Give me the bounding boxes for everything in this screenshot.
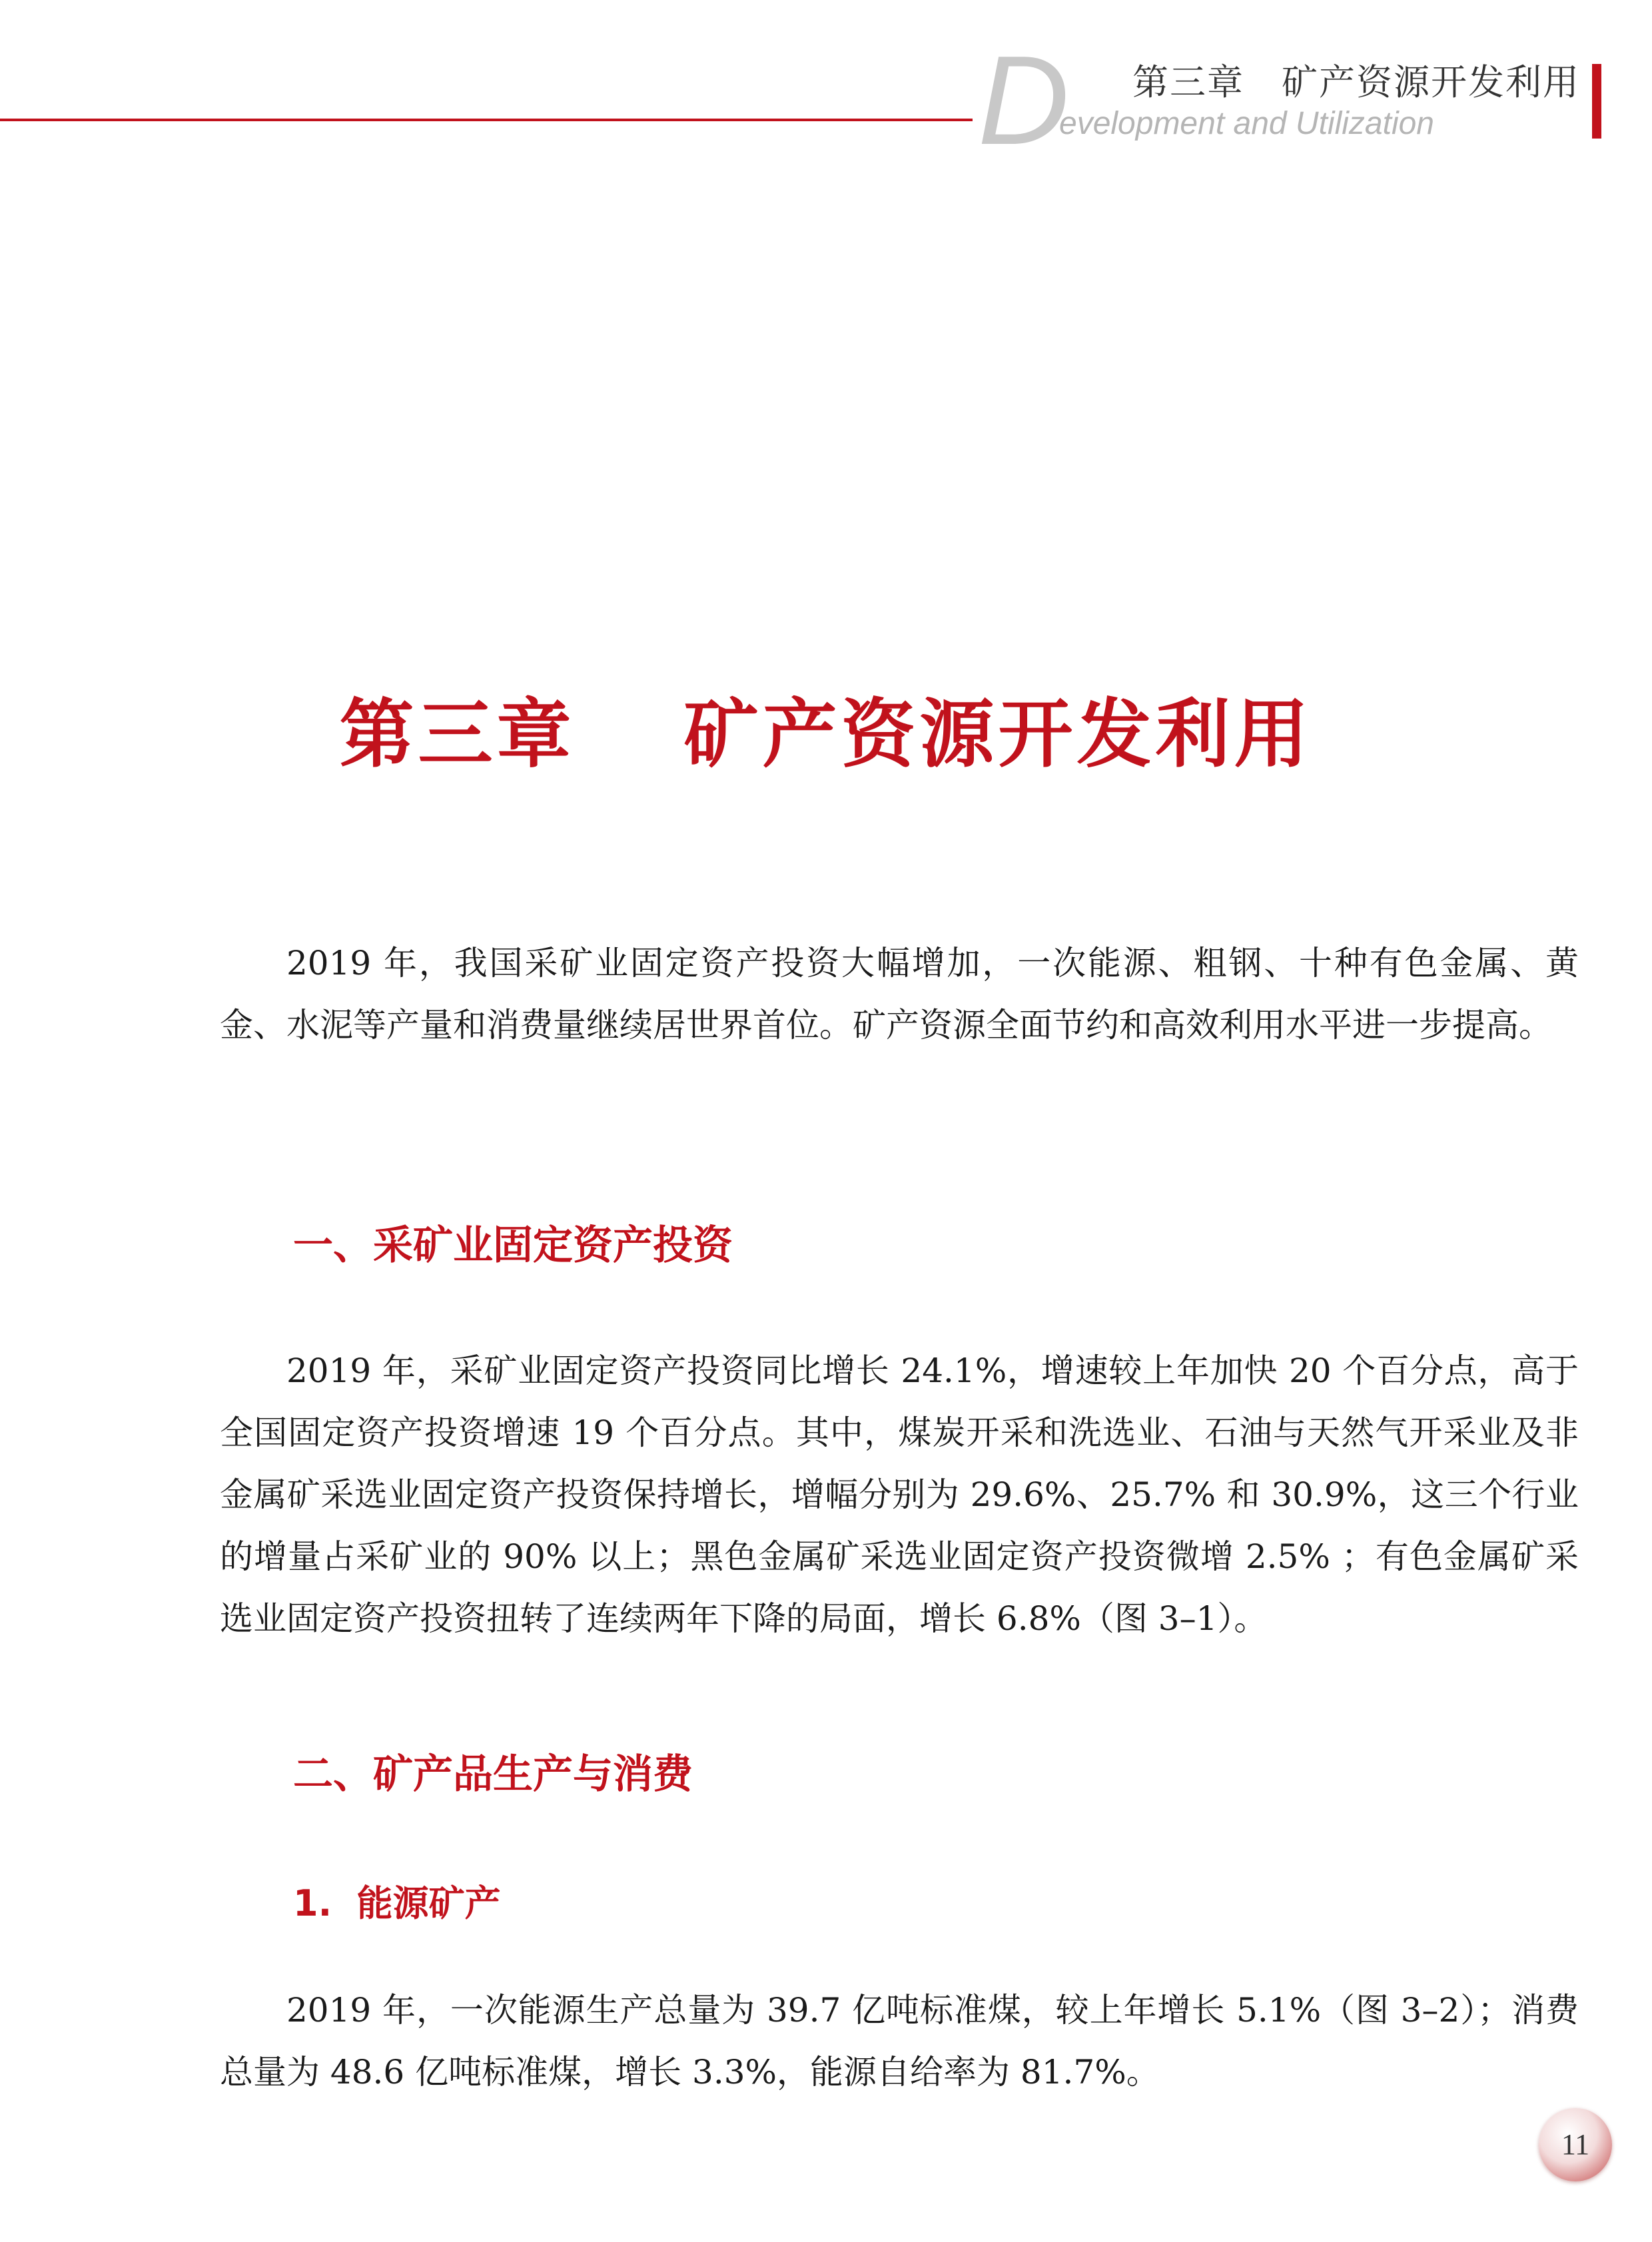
energy-paragraph: 2019 年，一次能源生产总量为 39.7 亿吨标准煤，较上年增长 5.1%（图 3–2）；消费总量为 48.6 亿吨标准煤，增长 3.3%，能源自给率为 81.7%。	[220, 1991, 1579, 2091]
header-accent-bar	[1592, 64, 1601, 139]
chapter-title: 第三章 矿产资源开发利用	[339, 691, 1313, 779]
subsection-heading-energy-minerals: 1. 能源矿产	[293, 1882, 501, 1924]
header-decorative-letter: D	[978, 30, 1070, 171]
running-header-subtitle: evelopment and Utilization	[1059, 106, 1434, 141]
section-heading-investment: 一、采矿业固定资产投资	[293, 1222, 733, 1269]
intro-paragraph: 2019 年，我国采矿业固定资产投资大幅增加，一次能源、粗钢、十种有色金属、黄金、水泥等产量和消费量继续居世界首位。矿产资源全面节约和高效利用水平进一步提高。	[220, 944, 1579, 1044]
section-heading-production-consumption: 二、矿产品生产与消费	[293, 1750, 693, 1798]
running-header-title: 第三章 矿产资源开发利用	[1132, 61, 1580, 103]
header-rule	[0, 119, 973, 121]
investment-paragraph: 2019 年，采矿业固定资产投资同比增长 24.1%，增速较上年加快 20 个百分点，高于全国固定资产投资增速 19 个百分点。其中，煤炭开采和洗选业、石油与天然气开采业及非金属矿采选业固定资产投资保持增长，增幅分别为 29.6%、25.7% 和 30.9%，这三个行业的增量占采矿业的 90% 以上；黑色金属矿采选业固定资产投资微增 2.5% ；有色金属矿采选业固定资产投资扭转了连续两年下降的局面，增长 6.8%（图 3–1）。	[220, 1351, 1579, 1638]
page-number: 11	[1561, 2128, 1590, 2161]
